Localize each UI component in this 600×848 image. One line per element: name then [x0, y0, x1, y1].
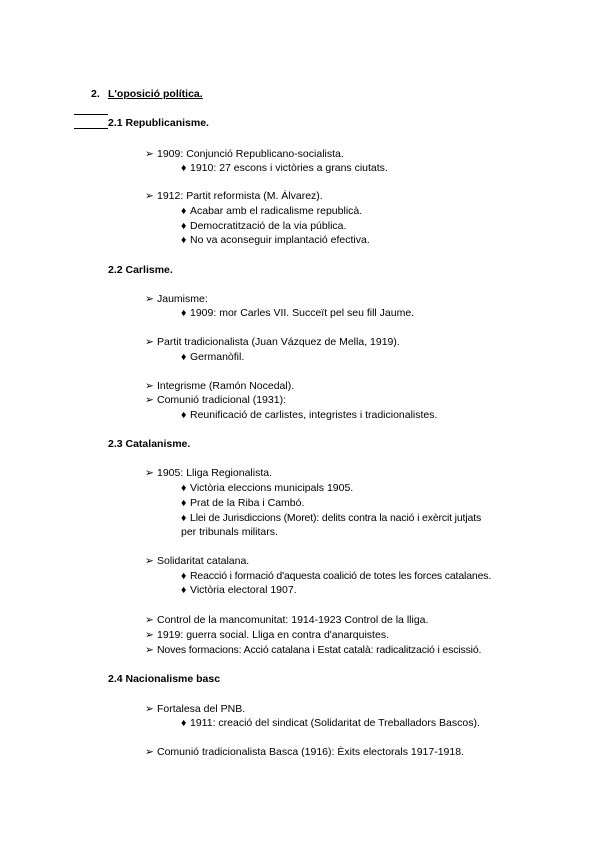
arrow-bullet-icon: ➢ — [145, 614, 154, 626]
arrow-bullet-icon: ➢ — [145, 703, 154, 715]
diamond-bullet-icon: ♦ — [181, 717, 187, 729]
list-subitem: ♦ No va aconseguir implantació efectiva. — [181, 234, 370, 246]
list-subitem: ♦ Germanòfil. — [181, 351, 245, 363]
list-subitem: ♦ Democratització de la via pública. — [181, 220, 347, 232]
list-item: ➢ 1905: Lliga Regionalista. — [145, 467, 272, 479]
section-number: 2. — [91, 88, 100, 100]
arrow-bullet-icon: ➢ — [145, 555, 154, 567]
diamond-bullet-icon: ♦ — [181, 409, 187, 421]
list-item: ➢ 1909: Conjunció Republicano-socialista. — [145, 148, 344, 160]
diamond-bullet-icon: ♦ — [181, 512, 187, 524]
list-subitem: ♦ Reacció i formació d'aquesta coalició de totes les forces catalanes. — [181, 570, 492, 582]
list-subitem: ♦ Victòria eleccions municipals 1905. — [181, 482, 354, 494]
list-item: ➢ 1919: guerra social. Lliga en contra d'anarquistes. — [145, 629, 389, 641]
diamond-bullet-icon: ♦ — [181, 497, 187, 509]
arrow-bullet-icon: ➢ — [145, 148, 154, 160]
arrow-bullet-icon: ➢ — [145, 746, 154, 758]
list-item: ➢ Noves formacions: Acció catalana i Estat català: radicalització i escissió. — [145, 644, 482, 656]
arrow-bullet-icon: ➢ — [145, 644, 154, 656]
diamond-bullet-icon: ♦ — [181, 234, 187, 246]
arrow-bullet-icon: ➢ — [145, 336, 154, 348]
section-title: L'oposició política. — [108, 88, 203, 100]
diamond-bullet-icon: ♦ — [181, 570, 187, 582]
arrow-bullet-icon: ➢ — [145, 467, 154, 479]
diamond-bullet-icon: ♦ — [181, 351, 187, 363]
list-item: ➢ Control de la mancomunitat: 1914-1923 Control de la lliga. — [145, 614, 429, 626]
list-subitem: ♦ Reunificació de carlistes, integristes i tradicionalistes. — [181, 409, 438, 421]
list-subitem: ♦ 1911: creació del sindicat (Solidaritat de Treballadors Bascos). — [181, 717, 480, 729]
arrow-bullet-icon: ➢ — [145, 293, 154, 305]
list-subitem: ♦ 1909: mor Carles VII. Succeït pel seu fill Jaume. — [181, 307, 415, 319]
arrow-bullet-icon: ➢ — [145, 629, 154, 641]
list-item: ➢ Integrisme (Ramón Nocedal). — [145, 380, 295, 392]
list-subitem: ♦ Victòria electoral 1907. — [181, 584, 297, 596]
arrow-bullet-icon: ➢ — [145, 394, 154, 406]
list-item: ➢ Solidaritat catalana. — [145, 555, 250, 567]
underline-rule-bottom — [74, 128, 108, 129]
diamond-bullet-icon: ♦ — [181, 205, 187, 217]
subsection-title-carlisme: 2.2 Carlisme. — [108, 264, 173, 276]
subsection-title-republicanisme: 2.1 Republicanisme. — [108, 117, 209, 129]
list-subitem-continuation: per tribunals militars. — [181, 526, 278, 538]
arrow-bullet-icon: ➢ — [145, 190, 154, 202]
list-item: ➢ Comunió tradicionalista Basca (1916): Èxits electorals 1917-1918. — [145, 746, 464, 758]
list-item: ➢ Comunió tradicional (1931): — [145, 394, 286, 406]
list-item: ➢ Fortalesa del PNB. — [145, 703, 246, 715]
diamond-bullet-icon: ♦ — [181, 162, 187, 174]
diamond-bullet-icon: ♦ — [181, 482, 187, 494]
diamond-bullet-icon: ♦ — [181, 220, 187, 232]
list-subitem: ♦ Prat de la Riba i Cambó. — [181, 497, 305, 509]
list-subitem: ♦ Acabar amb el radicalisme republicà. — [181, 205, 363, 217]
subsection-title-catalanisme: 2.3 Catalanisme. — [108, 438, 191, 450]
diamond-bullet-icon: ♦ — [181, 307, 187, 319]
list-subitem: ♦ 1910: 27 escons i victòries a grans ciutats. — [181, 162, 388, 174]
list-item: ➢ 1912: Partit reformista (M. Álvarez). — [145, 190, 323, 202]
list-subitem: ♦ Llei de Jurisdiccions (Moret): delits contra la nació i exèrcit jutjats — [181, 512, 482, 524]
list-item: ➢ Partit tradicionalista (Juan Vázquez de Mella, 1919). — [145, 336, 400, 348]
subsection-title-nacionalisme-basc: 2.4 Nacionalisme basc — [108, 673, 221, 685]
arrow-bullet-icon: ➢ — [145, 380, 154, 392]
list-item: ➢ Jaumisme: — [145, 293, 208, 305]
diamond-bullet-icon: ♦ — [181, 584, 187, 596]
underline-rule-top — [74, 114, 108, 115]
